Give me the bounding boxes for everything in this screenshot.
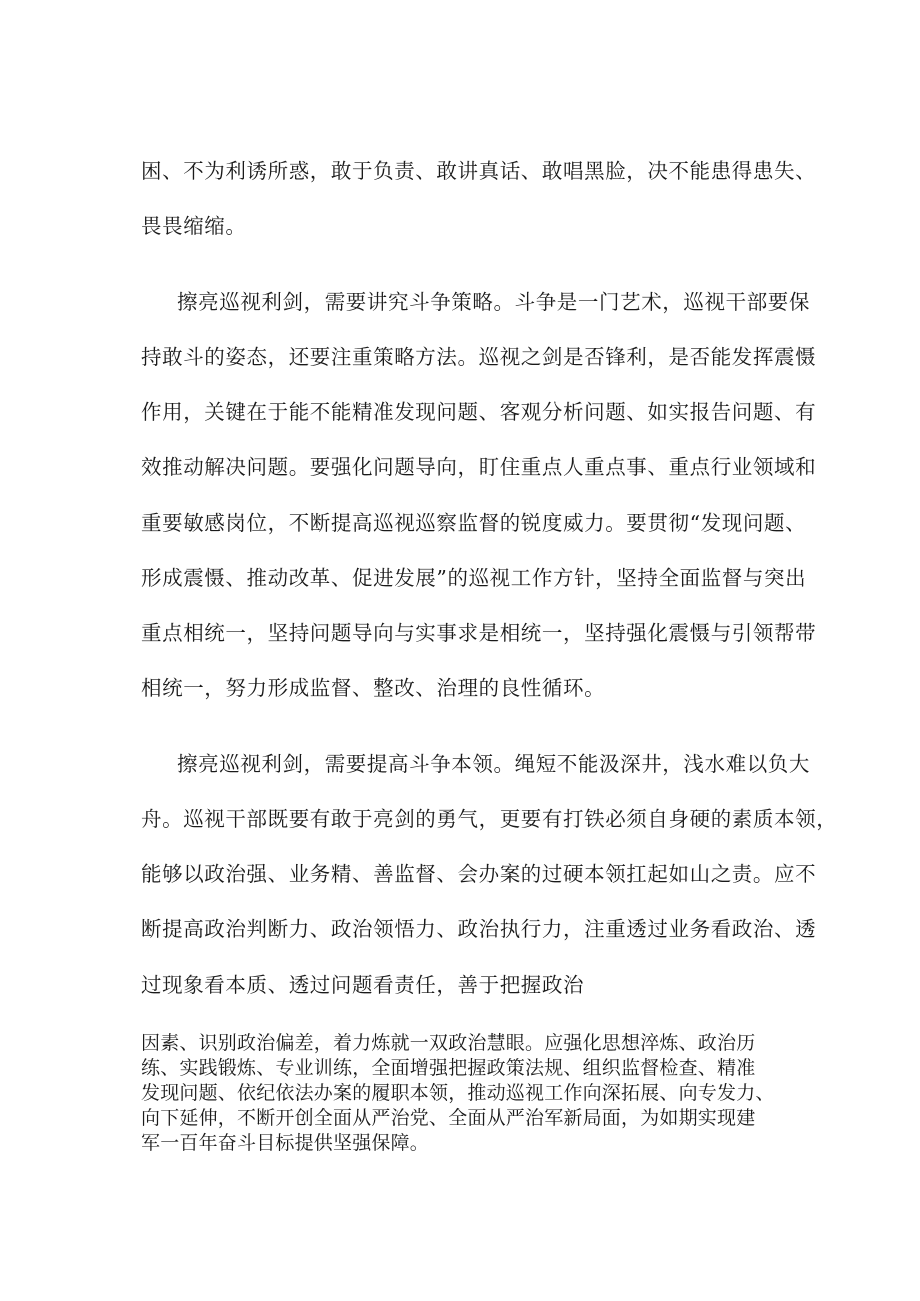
text-line: 擦亮巡视利剑，需要讲究斗争策略。斗争是一门艺术，巡视干部要保 [177,290,810,314]
text-line: 重要敏感岗位，不断提高巡视巡察监督的锐度威力。要贯彻“发现问题、 [141,511,807,535]
text-line: 持敢斗的姿态，还要注重策略方法。巡视之剑是否锋利，是否能发挥震慑 [141,345,817,369]
text-line: 练、实践锻炼、专业训练，全面增强把握政策法规、组织监督检查、精准 [141,1057,756,1079]
text-line: 断提高政治判断力、政治领悟力、政治执行力，注重透过业务看政治、透 [141,917,817,941]
text-line: 发现问题、依纪依法办案的履职本领，推动巡视工作向深拓展、向专发力、 [141,1082,775,1104]
text-line: 畏畏缩缩。 [141,214,247,238]
text-line: 形成震慑、推动改革、促进发展”的巡视工作方针，坚持全面监督与突出 [141,566,807,590]
text-line: 能够以政治强、业务精、善监督、会办案的过硬本领扛起如山之责。应不 [141,862,817,886]
text-line: 重点相统一，坚持问题导向与实事求是相统一，坚持强化震慑与引领帮带 [141,621,817,645]
text-line: 向下延伸，不断开创全面从严治党、全面从严治军新局面，为如期实现建 [141,1107,756,1129]
text-line: 因素、识别政治偏差，着力炼就一双政治慧眼。应强化思想淬炼、政治历 [141,1032,756,1054]
text-line: 相统一，努力形成监督、整改、治理的良性循环。 [141,676,606,700]
text-line: 军一百年奋斗目标提供坚强保障。 [141,1132,430,1154]
text-line: 过现象看本质、透过问题看责任，善于把握政治 [141,973,585,997]
text-line: 作用，关键在于能不能精准发现问题、客观分析问题、如实报告问题、有 [141,400,817,424]
text-line: 擦亮巡视利剑，需要提高斗争本领。绳短不能汲深井，浅水难以负大 [177,752,810,776]
text-line: 舟。巡视干部既要有敢于亮剑的勇气，更要有打铁必须自身硬的素质本领， [141,807,838,831]
text-line: 困、不为利诱所惑，敢于负责、敢讲真话、敢唱黑脸，决不能患得患失、 [141,159,817,183]
text-line: 效推动解决问题。要强化问题导向，盯住重点人重点事、重点行业领域和 [141,455,817,479]
